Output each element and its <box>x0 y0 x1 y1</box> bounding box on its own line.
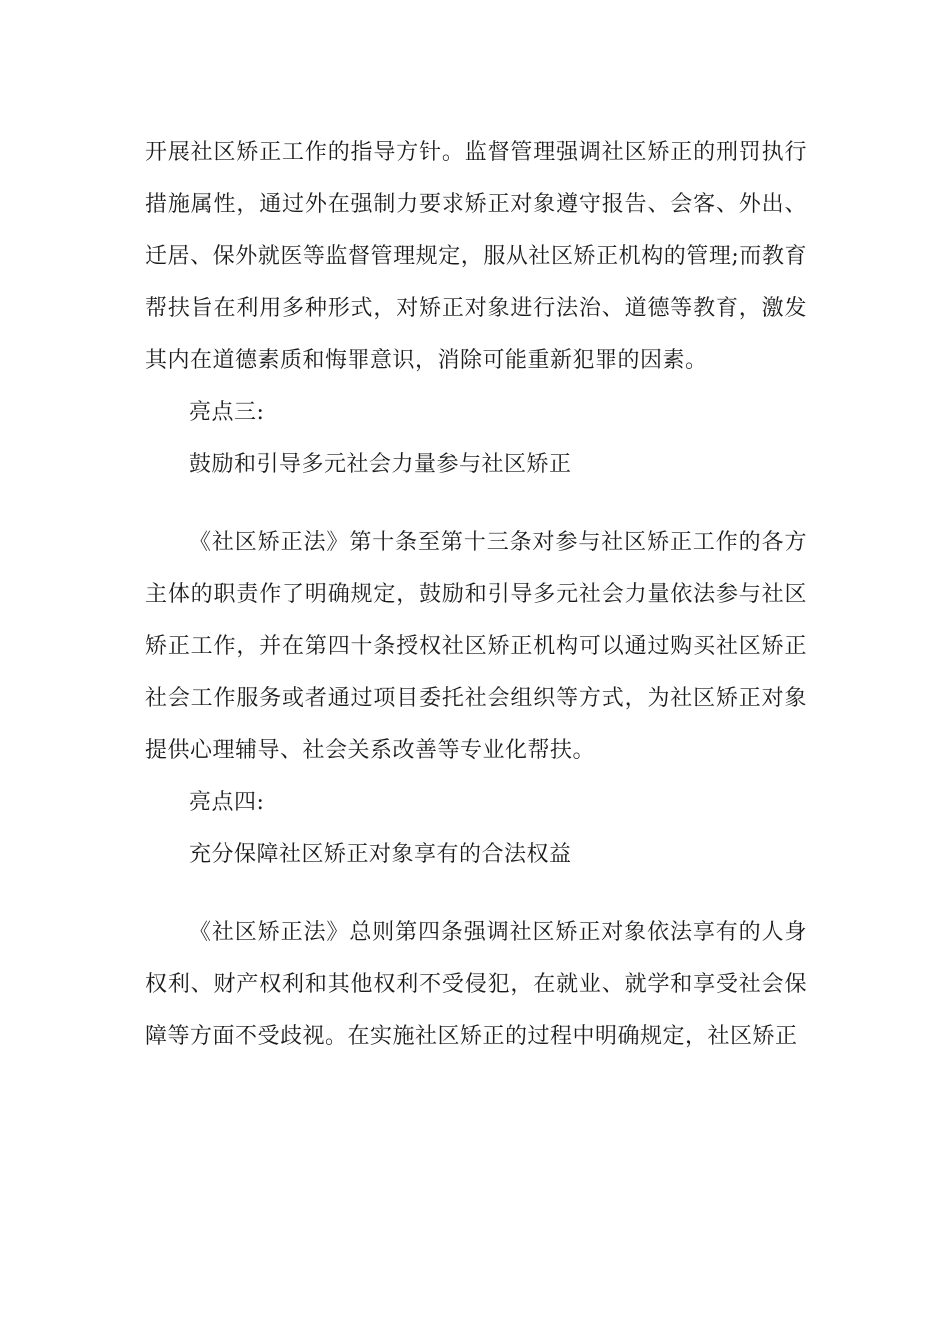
paragraph-legal-rights: 《社区矫正法》总则第四条强调社区矫正对象依法享有的人身权利、财产权利和其他权利不受侵犯，在就业、就学和享受社会保障等方面不受歧视。在实施社区矫正的过程中明确规定，社区矫正 <box>145 920 807 1049</box>
highlight-four-label: 亮点四: <box>189 790 265 815</box>
highlight-three-label: 亮点三: <box>189 400 265 425</box>
highlight-four-title: 充分保障社区矫正对象享有的合法权益 <box>189 842 572 867</box>
highlight-three-title: 鼓励和引导多元社会力量参与社区矫正 <box>189 452 572 477</box>
document-body <box>145 127 807 1063</box>
paragraph-social-forces: 《社区矫正法》第十条至第十三条对参与社区矫正工作的各方主体的职责作了明确规定，鼓励和引导多元社会力量依法参与社区矫正工作，并在第四十条授权社区矫正机构可以通过购买社区矫正社会工作服务或者通过项目委托社会组织等方式，为社区矫正对象提供心理辅导、社会关系改善等专业化帮扶。 <box>145 530 807 763</box>
paragraph-guiding-principle: 开展社区矫正工作的指导方针。监督管理强调社区矫正的刑罚执行措施属性，通过外在强制力要求矫正对象遵守报告、会客、外出、迁居、保外就医等监督管理规定，服从社区矫正机构的管理;而教育帮扶旨在利用多种形式，对矫正对象进行法治、道德等教育，激发其内在道德素质和悔罪意识，消除可能重新犯罪的因素。 <box>145 140 807 373</box>
